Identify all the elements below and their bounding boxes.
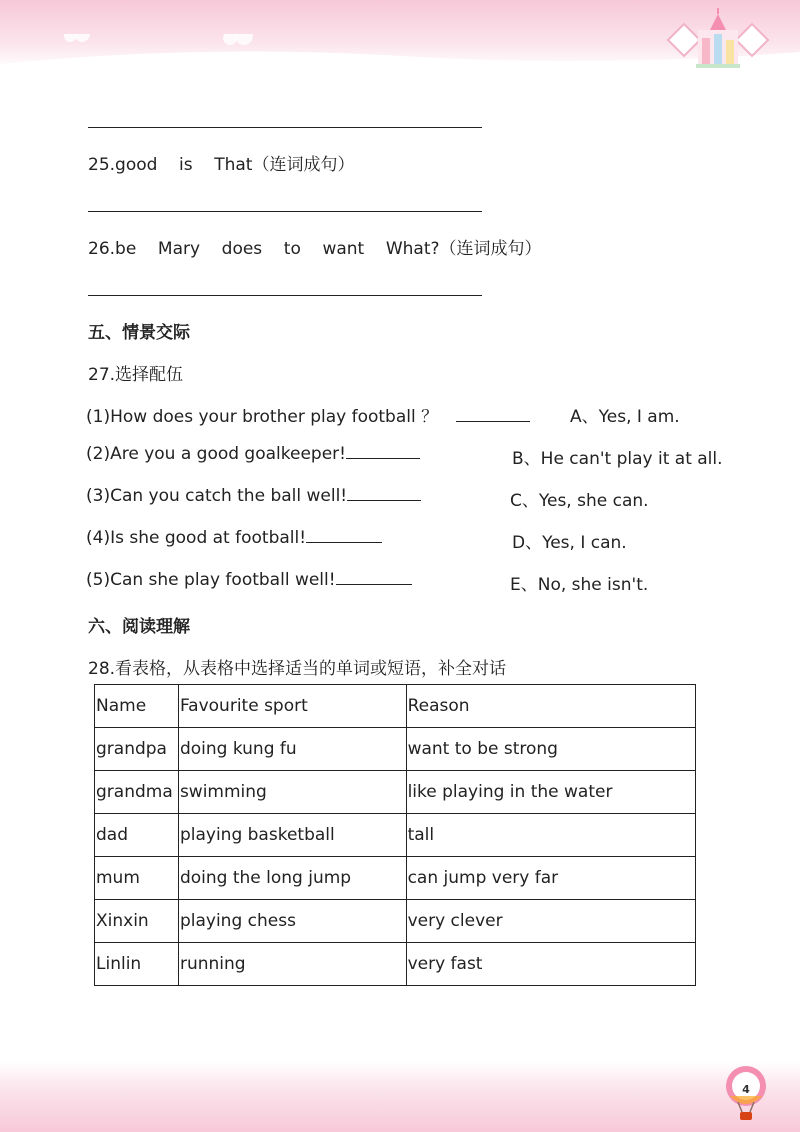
table-cell: tall bbox=[406, 814, 695, 857]
table-cell: very clever bbox=[406, 900, 695, 943]
table-row bbox=[95, 900, 696, 943]
question-27-title: 27.选择配伍 bbox=[88, 365, 184, 385]
sports-table bbox=[94, 684, 696, 986]
answer-line[interactable] bbox=[88, 127, 482, 128]
table-cell: Xinxin bbox=[95, 900, 179, 943]
matching-blank-5[interactable] bbox=[336, 570, 412, 585]
table-cell: swimming bbox=[178, 771, 406, 814]
table-cell: can jump very far bbox=[406, 857, 695, 900]
footer-decoration bbox=[0, 1062, 800, 1132]
page-number: 4 bbox=[742, 1083, 750, 1096]
question-25: 25.good is That（连词成句） bbox=[88, 155, 355, 175]
table-cell: playing chess bbox=[178, 900, 406, 943]
matching-answer-e: E、No, she isn't. bbox=[510, 575, 649, 595]
section-6-heading: 六、阅读理解 bbox=[88, 617, 190, 637]
table-cell: grandpa bbox=[95, 728, 179, 771]
matching-answer-b: B、He can't play it at all. bbox=[512, 449, 723, 469]
matching-question-3: (3)Can you catch the ball well! bbox=[86, 486, 421, 506]
castle-logo-icon bbox=[658, 8, 778, 72]
table-row bbox=[95, 771, 696, 814]
matching-blank-1[interactable] bbox=[456, 407, 530, 422]
matching-question-4: (4)Is she good at football! bbox=[86, 528, 382, 548]
table-cell: playing basketball bbox=[178, 814, 406, 857]
table-cell: mum bbox=[95, 857, 179, 900]
answer-line-25[interactable] bbox=[88, 211, 482, 212]
matching-answer-d: D、Yes, I can. bbox=[512, 533, 627, 553]
question-26: 26.be Mary does to want What?（连词成句） bbox=[88, 239, 542, 259]
header-name: Name bbox=[95, 685, 179, 728]
question-28-title: 28.看表格，从表格中选择适当的单词或短语，补全对话 bbox=[88, 659, 507, 679]
table-cell: Linlin bbox=[95, 943, 179, 986]
table-row bbox=[95, 728, 696, 771]
table-cell: doing kung fu bbox=[178, 728, 406, 771]
matching-question-5: (5)Can she play football well! bbox=[86, 570, 412, 590]
matching-blank-4[interactable] bbox=[306, 528, 382, 543]
matching-blank-2[interactable] bbox=[346, 444, 420, 459]
matching-answer-a: A、Yes, I am. bbox=[570, 407, 680, 427]
table-row bbox=[95, 943, 696, 986]
table-header-row bbox=[95, 685, 696, 728]
section-5-heading: 五、情景交际 bbox=[88, 323, 190, 343]
matching-question-1: (1)How does your brother play football ？ bbox=[86, 402, 530, 427]
header-reason: Reason bbox=[406, 685, 695, 728]
matching-blank-3[interactable] bbox=[347, 486, 421, 501]
table-cell: like playing in the water bbox=[406, 771, 695, 814]
table-row bbox=[95, 814, 696, 857]
matching-answer-c: C、Yes, she can. bbox=[510, 491, 649, 511]
table-cell: grandma bbox=[95, 771, 179, 814]
matching-question-2: (2)Are you a good goalkeeper! bbox=[86, 444, 420, 464]
table-cell: very fast bbox=[406, 943, 695, 986]
header-favourite-sport: Favourite sport bbox=[178, 685, 406, 728]
table-cell: want to be strong bbox=[406, 728, 695, 771]
table-row bbox=[95, 857, 696, 900]
table-cell: doing the long jump bbox=[178, 857, 406, 900]
table-cell: running bbox=[178, 943, 406, 986]
answer-line-26[interactable] bbox=[88, 295, 482, 296]
table-cell: dad bbox=[95, 814, 179, 857]
